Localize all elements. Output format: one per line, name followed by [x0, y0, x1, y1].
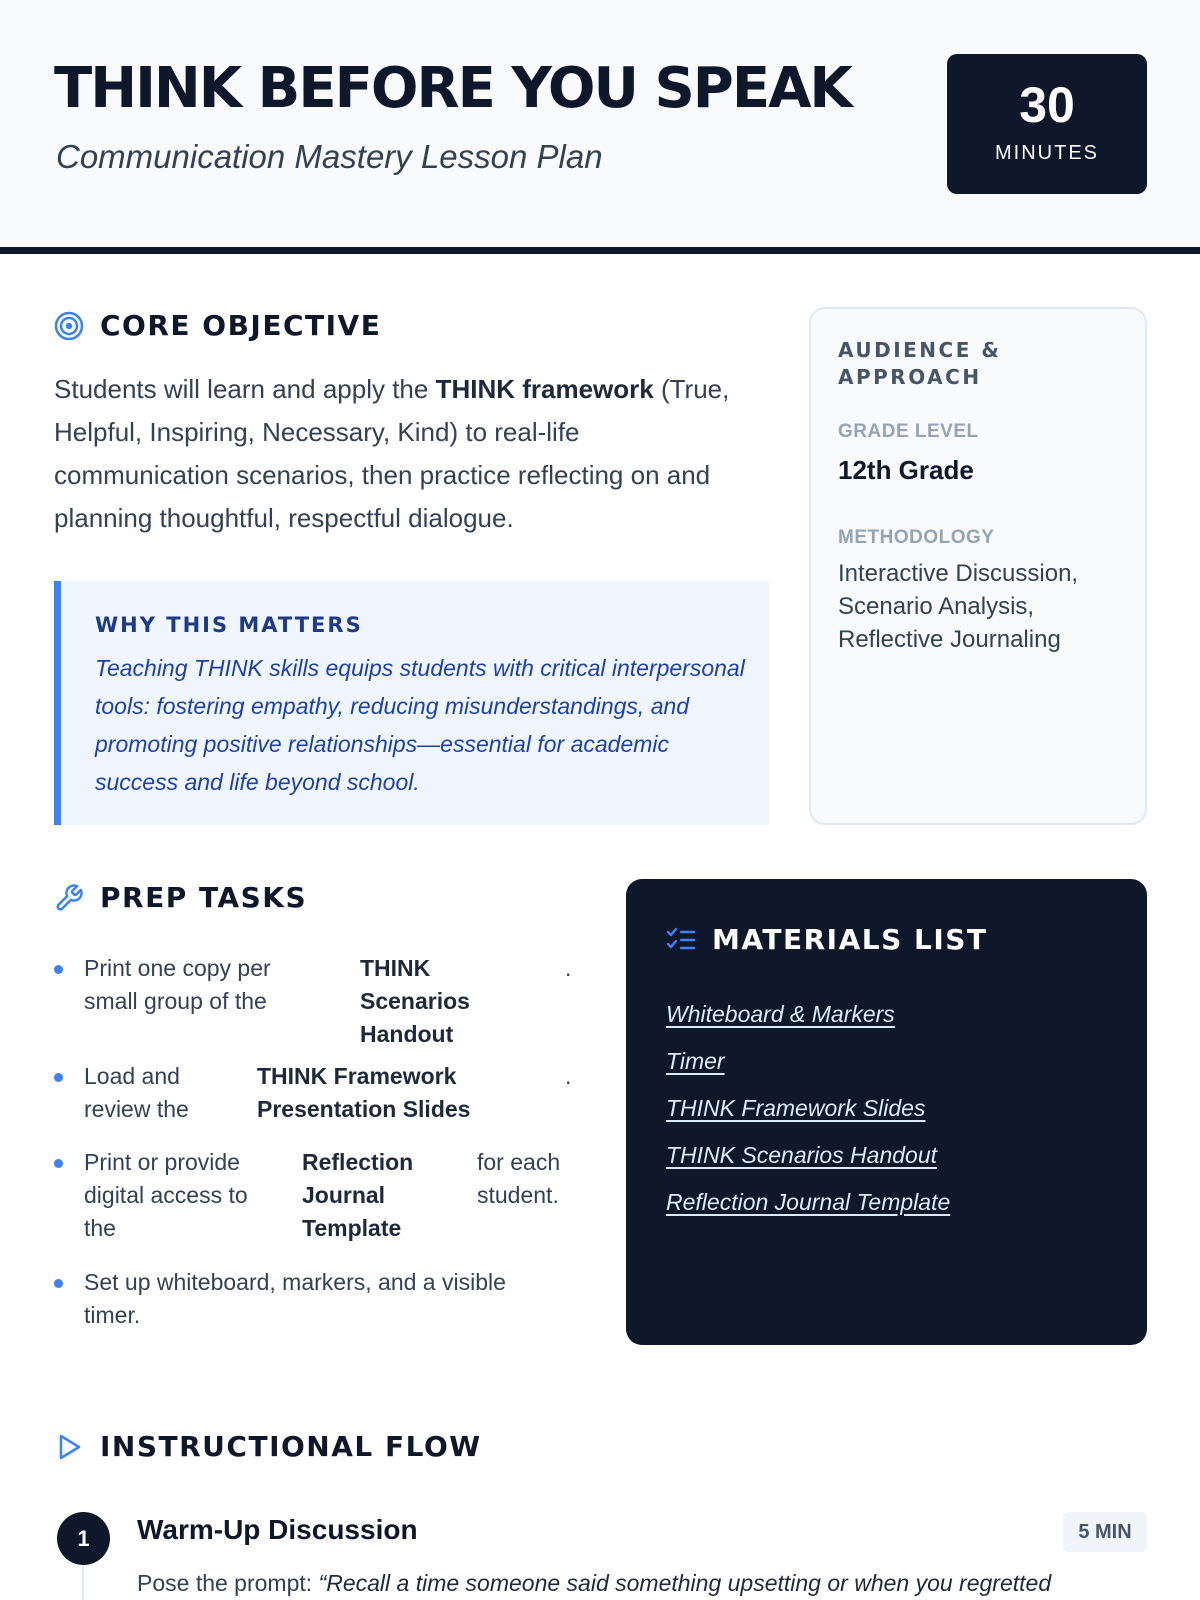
core-objective-title: CORE OBJECTIVE [100, 309, 382, 342]
core-objective-heading [54, 309, 381, 342]
prep-task-document: THINK Framework Presentation Slides [257, 1063, 471, 1122]
page-title: THINK BEFORE YOU SPEAK [54, 56, 851, 121]
prep-task-text: Print one copy per small group of the [84, 955, 271, 1014]
methodology-label: METHODOLOGY [838, 527, 995, 548]
duration-unit: MINUTES [995, 142, 1099, 164]
why-this-matters-title: WHY THIS MATTERS [95, 613, 363, 637]
why-this-matters-callout [54, 581, 769, 825]
material-link[interactable]: THINK Framework Slides [666, 1095, 926, 1121]
step-prompt-quote: “Recall a time someone said something upsetting or when you regretted [318, 1570, 1052, 1596]
material-link[interactable]: Reflection Journal Template [666, 1189, 951, 1215]
page-subtitle: Communication Mastery Lesson Plan [56, 138, 603, 175]
instructional-flow-heading [54, 1430, 482, 1463]
objective-text [54, 368, 754, 540]
prep-tasks-title: PREP TASKS [100, 881, 308, 914]
audience-card [809, 307, 1147, 825]
grade-level-label: GRADE LEVEL [838, 421, 979, 442]
objective-framework-name: THINK framework [435, 374, 654, 404]
prep-task-document: Reflection Journal Template [302, 1149, 414, 1241]
prep-tasks-heading [54, 881, 307, 914]
prep-task-text: Print or provide digital access to the [84, 1149, 248, 1241]
materials-list [666, 991, 950, 1226]
prep-task-text: Load and review the [84, 1063, 189, 1122]
instructional-flow-title: INSTRUCTIONAL FLOW [100, 1430, 482, 1463]
objective-text-intro: Students will learn and apply the [54, 374, 436, 404]
material-link[interactable]: Whiteboard & Markers [666, 1001, 895, 1027]
grade-level-value: 12th Grade [838, 455, 974, 485]
audience-title: AUDIENCE & APPROACH [838, 338, 1002, 389]
materials-heading [666, 923, 988, 956]
material-link[interactable]: THINK Scenarios Handout [666, 1142, 938, 1168]
step-number: 1 [57, 1512, 110, 1565]
step-timeline-line [82, 1565, 84, 1600]
materials-title: MATERIALS LIST [712, 923, 988, 956]
why-this-matters-text: Teaching THINK skills equips students with critical interpersonal tools: fostering empathy, reducing misunderstandings, and promoting positive relationships—essential for academic success and life beyond school. [95, 655, 745, 795]
target-icon [54, 311, 84, 341]
step-title: Warm-Up Discussion [137, 1514, 418, 1545]
prep-task-suffix: for each student. [477, 1149, 561, 1208]
step-description-intro: Pose the prompt: [137, 1570, 319, 1596]
prep-task-item [54, 952, 574, 1060]
step-duration-badge: 5 MIN [1063, 1512, 1147, 1552]
prep-task-item: Set up whiteboard, markers, and a visible timer. [54, 1266, 554, 1332]
checklist-icon [666, 927, 696, 953]
wrench-icon [54, 883, 84, 913]
prep-task-document: THINK Scenarios Handout [360, 955, 470, 1047]
prep-task-list [54, 952, 574, 1332]
duration-value: 30 [1019, 77, 1075, 133]
prep-task-suffix: . [565, 955, 572, 981]
step-description [137, 1566, 1157, 1600]
page-header [0, 0, 1200, 254]
prep-task-item [54, 1060, 574, 1146]
methodology-value: Interactive Discussion, Scenario Analysis, Reflective Journaling [838, 560, 1079, 653]
materials-card [626, 879, 1147, 1345]
duration-badge [947, 54, 1147, 194]
prep-task-item [54, 1146, 574, 1266]
objective-text-rest: (True, Helpful, Inspiring, Necessary, Kind) to real-life communication scenarios, then practice reflecting on and planning thoughtful, respectful dialogue. [54, 374, 730, 533]
material-link[interactable]: Timer [666, 1048, 725, 1074]
prep-task-suffix: . [565, 1063, 572, 1089]
play-icon [54, 1432, 84, 1462]
